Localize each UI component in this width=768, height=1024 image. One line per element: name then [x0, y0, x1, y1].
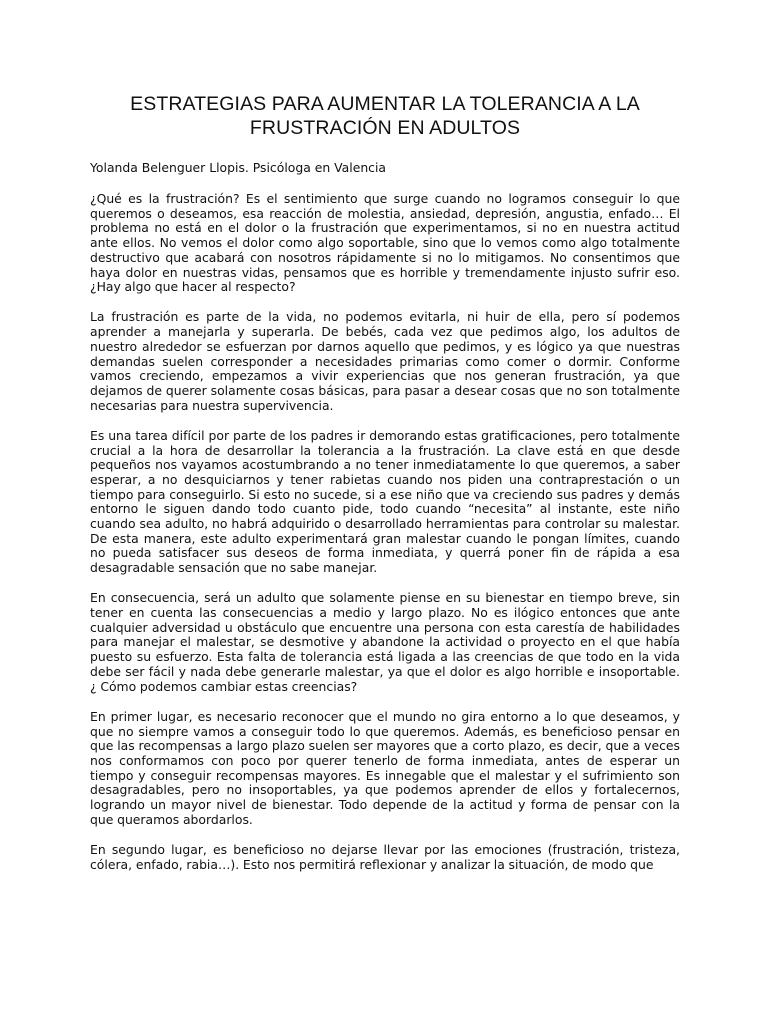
- paragraph-3: Es una tarea difícil por parte de los padres ir demorando estas gratificaciones, pero totalmente crucial a la hora de desarrollar la tolerancia a la frustración. La clave está en que desde pequeños nos vayamos acostumbrando a no tener inmediatamente lo que queremos, a saber esperar, a no desquiciarnos y tener rabietas cuando nos piden una contraprestación o un tiempo para conseguirlo. Si esto no sucede, si a ese niño que va creciendo sus padres y demás entorno le siguen dando todo cuanto pide, todo cuando “necesita” al instante, este niño cuando sea adulto, no habrá adquirido o desarrollado herramientas para controlar su malestar. De esta manera, este adulto experimentará gran malestar cuando le pongan límites, cuando no pueda satisfacer sus deseos de forma inmediata, y querrá poner fin de rápida a esa desagradable sensación que no sabe manejar.: [90, 427, 680, 576]
- author-line: Yolanda Belenguer Llopis. Psicóloga en Valencia: [90, 160, 387, 175]
- document-page: [90, 92, 680, 872]
- title-line-2: FRUSTRACIÓN EN ADULTOS: [249, 117, 521, 139]
- paragraph-5: En primer lugar, es necesario reconocer que el mundo no gira entorno a lo que deseamos, y que no siempre vamos a conseguir todo lo que queremos. Además, es beneficioso pensar en que las recompensas a largo plazo suelen ser mayores que a corto plazo, es decir, que a veces nos conformamos con poco por querer tenerlo de forma inmediata, antes de esperar un tiempo y conseguir recompensas mayores. Es innegable que el malestar y el sufrimiento son desagradables, pero no insoportables, ya que podemos aprender de ellos y fortalecernos, logrando un mayor nivel de bienestar. Todo depende de la actitud y forma de pensar con la que queramos abordarlos.: [90, 708, 680, 827]
- title-line-1: ESTRATEGIAS PARA AUMENTAR LA TOLERANCIA A LA: [130, 93, 640, 115]
- paragraph-1: ¿Qué es la frustración? Es el sentimiento que surge cuando no logramos conseguir lo que queremos o deseamos, esa reacción de molestia, ansiedad, depresión, angustia, enfado… El problema no está en el dolor o la frustración que experimentamos, si no en nuestra actitud ante ellos. No vemos el dolor como algo soportable, sino que lo vemos como algo totalmente destructivo que acabará con nosotros rápidamente si no lo mitigamos. No consentimos que haya dolor en nuestras vidas, pensamos que es horrible y tremendamente injusto sufrir eso. ¿Hay algo que hacer al respecto?: [90, 191, 680, 295]
- paragraph-6: En segundo lugar, es beneficioso no dejarse llevar por las emociones (frustración, tristeza, cólera, enfado, rabia…). Esto nos permitirá reflexionar y analizar la situación, de modo que: [90, 842, 680, 872]
- paragraph-4: En consecuencia, será un adulto que solamente piense en su bienestar en tiempo breve, sin tener en cuenta las consecuencias a medio y largo plazo. No es ilógico entonces que ante cualquier adversidad u obstáculo que encuentre una persona con esta carestía de habilidades para manejar el malestar, se desmotive y abandone la actividad o proyecto en el que había puesto su esfuerzo. Esta falta de tolerancia está ligada a las creencias de que todo en la vida debe ser fácil y nada debe generarle malestar, ya que el dolor es algo horrible e insoportable. ¿ Cómo podemos cambiar estas creencias?: [90, 590, 680, 694]
- paragraph-2: La frustración es parte de la vida, no podemos evitarla, ni huir de ella, pero sí podemos aprender a manejarla y superarla. De bebés, cada vez que pedimos algo, los adultos de nuestro alrededor se esfuerzan por darnos aquello que pedimos, y es lógico ya que nuestras demandas suelen corresponder a necesidades primarias como comer o dormir. Conforme vamos creciendo, empezamos a vivir experiencias que nos generan frustración, ya que dejamos de querer solamente cosas básicas, para pasar a desear cosas que no son totalmente necesarias para nuestra supervivencia.: [90, 309, 680, 413]
- document-title: [90, 92, 680, 140]
